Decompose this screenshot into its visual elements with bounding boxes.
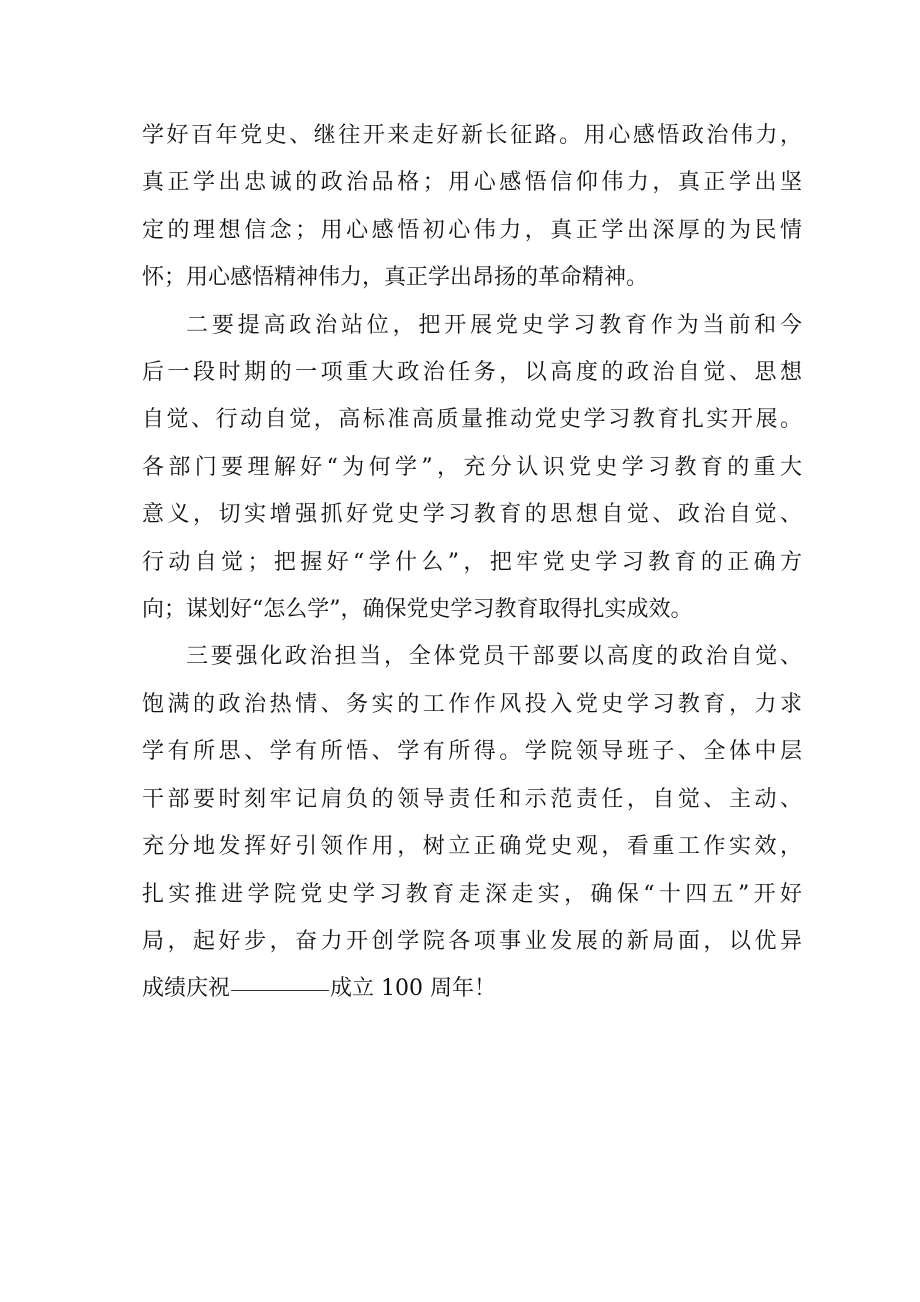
paragraph-line: 定的理想信念；用心感悟初心伟力，真正学出深厚的为民情 (142, 217, 802, 243)
paragraph-line: 意义，切实增强抓好党史学习教育的思想自觉、政治自觉、 (142, 502, 802, 528)
fill-in-blank (231, 989, 329, 991)
paragraph-line: 饱满的政治热情、务实的工作作风投入党史学习教育，力求 (142, 691, 802, 717)
paragraph-line: 扎实推进学院党史学习教育走深走实，确保“十四五”开好 (142, 881, 802, 907)
paragraph-line: 局，起好步，奋力开创学院各项事业发展的新局面，以优异 (142, 928, 802, 954)
paragraph-line: 自觉、行动自觉，高标准高质量推动党史学习教育扎实开展。 (142, 407, 802, 433)
final-line (142, 965, 802, 1012)
paragraph-line: 学有所思、学有所悟、学有所得。学院领导班子、全体中层 (142, 739, 802, 765)
paragraph-line: 真正学出忠诚的政治品格；用心感悟信仰伟力，真正学出坚 (142, 170, 802, 196)
paragraph-line: 学好百年党史、继往开来走好新长征路。用心感悟政治伟力， (142, 123, 802, 148)
paragraph-line: 怀；用心感悟精神伟力，真正学出昂扬的革命精神。 (142, 265, 649, 291)
paragraph-line: 向；谋划好“怎么学”，确保党史学习教育取得扎实成效。 (142, 597, 693, 623)
final-line-after-blank: 成立 100 周年！ (330, 976, 496, 1002)
paragraph-line: 后一段时期的一项重大政治任务，以高度的政治自觉、思想 (142, 360, 802, 386)
document-body (142, 112, 802, 1013)
paragraph-line: 行动自觉；把握好“学什么”，把牢党史学习教育的正确方 (142, 549, 802, 575)
paragraph-3 (142, 633, 802, 1012)
paragraph-1 (142, 112, 802, 302)
final-line-before-blank: 成绩庆祝 (142, 976, 231, 1002)
paragraph-line: 充分地发挥好引领作用，树立正确党史观，看重工作实效， (142, 834, 802, 860)
paragraph-line: 二要提高政治站位，把开展党史学习教育作为当前和今 (186, 312, 802, 338)
paragraph-line: 三要强化政治担当，全体党员干部要以高度的政治自觉、 (186, 644, 802, 670)
paragraph-line: 各部门要理解好“为何学”，充分认识党史学习教育的重大 (142, 454, 802, 480)
paragraph-line: 干部要时刻牢记肩负的领导责任和示范责任，自觉、主动、 (142, 786, 802, 812)
paragraph-2 (142, 302, 802, 634)
